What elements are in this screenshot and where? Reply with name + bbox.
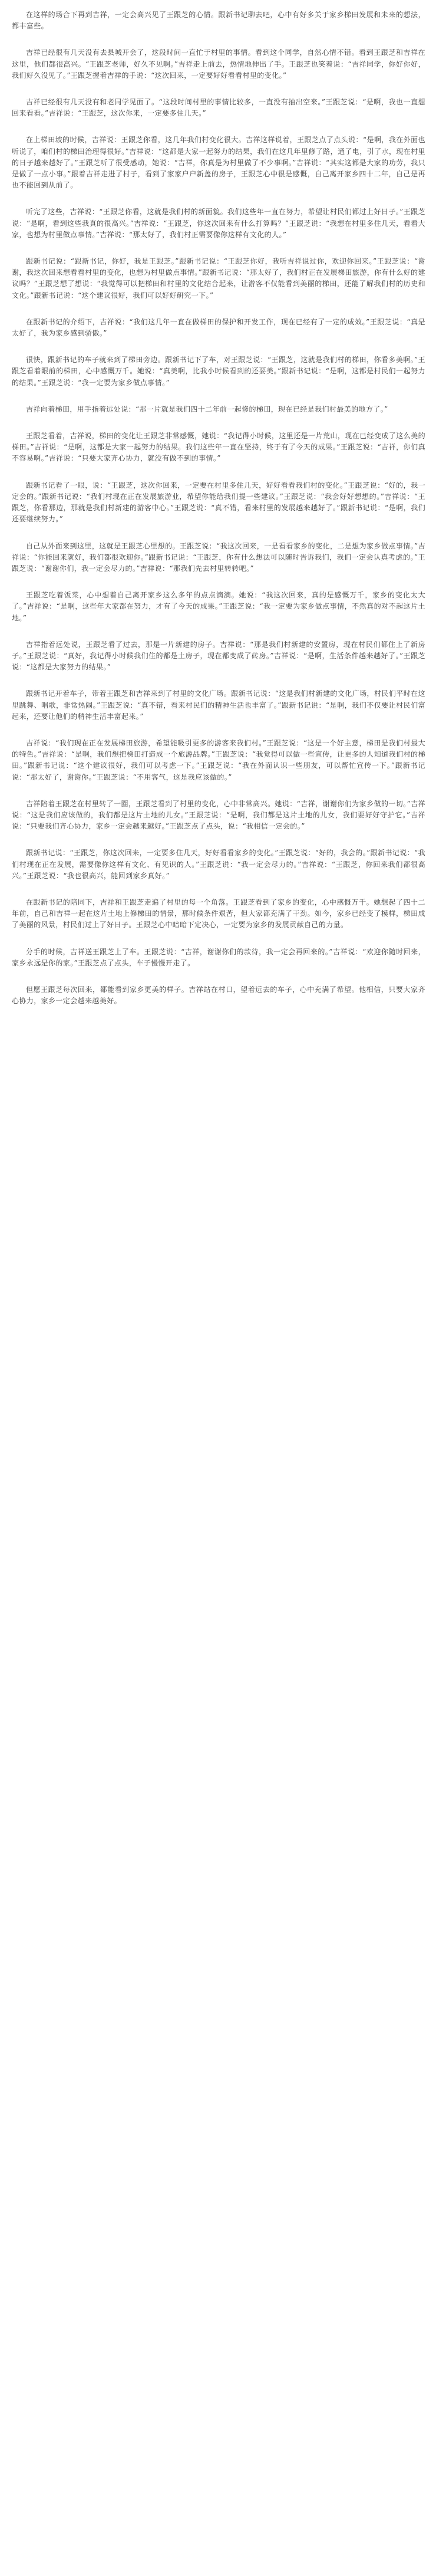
paragraph-20: 分手的时候，吉祥送王跟芝上了车。王跟芝说：“吉祥，谢谢你们的款待，我一定会再回来的。”吉祥说：“欢迎你随时回来，家乡永远是你的家。”王跟芝点了点头，车子慢慢开走了。 xyxy=(12,947,425,967)
paragraph-13: 王跟芝吃着饭菜，心中想着自己离开家乡这么多年的点点滴滴。她说：“我这次回来，真的是感慨万千，家乡的变化太大了。”吉祥说：“是啊，这些年大家都在努力，才有了今天的成果。”王跟芝说：“我一定要为家乡做点事情，不然真的对不起这片土地。” xyxy=(12,591,425,622)
paragraph-21: 但愿王跟芝每次回来，都能看到家乡更美的样子。吉祥站在村口，望着远去的车子，心中充满了希望。他相信，只要大家齐心协力，家乡一定会越来越美好。 xyxy=(12,985,425,1006)
paragraph-11: 跟新书记看了一眼，说：“王跟芝，这次你回来，一定要在村里多住几天，好好看看我们村的变化。”王跟芝说：“好的，我一定会的。”跟新书记说：“我们村现在正在发展旅游业，希望你能给我们提一些建议。”王跟芝说：“我会好好想想的。”吉祥说：“王跟芝，你看那边，那就是我们村新建的游客中心。”王跟芝说：“真不错，看来村里的发展越来越好了。”跟新书记说：“是啊，我们还要继续努力。” xyxy=(12,481,425,524)
paragraph-4: 在上梯田坡的时候，吉祥说：王跟芝你看，这几年我们村变化很大。吉祥这样说着，王跟芝点了点头说：“是啊，我在外面也听说了，咱们村的梯田治理得很好。”吉祥说：“这都是大家一起努力的结果，我们在这几年里修了路，通了电，引了水，现在村里的日子越来越好了。”王跟芝听了很受感动，她说：“吉祥，你真是为村里做了不少事啊。”吉祥说：“其实这都是大家的功劳，我只是做了一点小事。”跟着吉祥走进了村子，看到了家家户户新盖的房子，王跟芝心中很是感慨，自己离开家乡四十二年，自己是再也不能回到从前了。 xyxy=(12,136,425,190)
paragraph-14: 吉祥指着远处说，王跟芝看了过去，那是一片新建的房子。吉祥说：“那是我们村新建的安置房，现在村民们都住上了新房子。”王跟芝说：“真好，我记得小时候我们住的都是土房子，现在都变成了砖房。”吉祥说：“是啊，生活条件越来越好了。”王跟芝说：“这都是大家努力的结果。” xyxy=(12,640,425,672)
paragraph-15: 跟新书记开着车子，带着王跟芝和吉祥来到了村里的文化广场。跟新书记说：“这是我们村新建的文化广场，村民们平时在这里跳舞、唱歌，非常热闹。”王跟芝说：“真不错，看来村民们的精神生活也丰富了。”跟新书记说：“是啊，我们不仅要让村民们富起来，还要让他们的精神生活丰富起来。” xyxy=(12,689,425,721)
paragraph-5: 听完了这些，吉祥说：“王跟芝你看，这就是我们村的新面貌。我们这些年一直在努力，希望让村民们都过上好日子。”王跟芝说：“是啊，看到这些我真的很高兴。”吉祥说：“王跟芝，你这次回来有什么打算吗？”王跟芝说：“我想在村里多住几天，看看大家，也想为村里做点事情。”吉祥说：“那太好了，我们村正需要像你这样有文化的人。” xyxy=(12,208,425,239)
paragraph-17: 吉祥陪着王跟芝在村里转了一圈，王跟芝看到了村里的变化，心中非常高兴。她说：“吉祥，谢谢你们为家乡做的一切。”吉祥说：“这是我们应该做的，我们都是这片土地的儿女。”王跟芝说：“是啊，我们都是这片土地的儿女，我们要好好守护它。”吉祥说：“只要我们齐心协力，家乡一定会越来越好。”王跟芝点了点头，说：“我相信一定会的。” xyxy=(12,799,425,831)
paragraph-8: 很快，跟新书记的车子就来到了梯田旁边。跟新书记下了车，对王跟芝说：“王跟芝，这就是我们村的梯田，你看多美啊。”王跟芝看着眼前的梯田，心中感慨万千。她说：“真美啊，比我小时候看到的还要美。”跟新书记说：“是啊，这都是村民们一起努力的结果。”王跟芝说：“我一定要为家乡做点事情。” xyxy=(12,356,425,387)
paragraph-6: 跟新书记说：“跟新书记，你好，我是王跟芝。”跟新书记说：“王跟芝你好，我听吉祥说过你，欢迎你回来。”王跟芝说：“谢谢，我这次回来想看看村里的变化，也想为村里做点事情。”跟新书记说：“那太好了，我们村正在发展梯田旅游，你有什么好的建议吗？”王跟芝想了想说：“我觉得可以把梯田和村里的文化结合起来，让游客不仅能看到美丽的梯田，还能了解我们村的历史和文化。”跟新书记说：“这个建议很好，我们可以好好研究一下。” xyxy=(12,257,425,300)
paragraph-3: 吉祥已经很有几天没有和老同学见面了。“这段时间村里的事情比较多，一直没有抽出空来。”王跟芝说：“是啊，我也一直想回来看看。”吉祥说：“王跟芝，这次你来，一定要多住几天。” xyxy=(12,98,425,118)
paragraph-18: 跟新书记说：“王跟芝，你这次回来，一定要多住几天，好好看看家乡的变化。”王跟芝说：“好的，我会的。”跟新书记说：“我们村现在正在发展，需要像你这样有文化、有见识的人。”王跟芝说：“我一定会尽力的。”吉祥说：“王跟芝，你回来我们都很高兴。”王跟芝说：“我也很高兴，能回到家乡真好。” xyxy=(12,849,425,880)
paragraph-7: 在跟新书记的介绍下，吉祥说：“我们这几年一直在做梯田的保护和开发工作，现在已经有了一定的成效。”王跟芝说：“真是太好了，我为家乡感到骄傲。” xyxy=(12,317,425,338)
paragraph-10: 王跟芝看着，吉祥说，梯田的变化让王跟芝非常感慨，她说：“我记得小时候，这里还是一片荒山，现在已经变成了这么美的梯田。”吉祥说：“是啊，这都是大家一起努力的结果。我们这些年一直在坚持，终于有了今天的成果。”王跟芝说：“吉祥，你们真不容易啊。”吉祥说：“只要大家齐心协力，就没有做不到的事情。” xyxy=(12,432,425,463)
paragraph-16: 吉祥说：“我们现在正在发展梯田旅游，希望能吸引更多的游客来我们村。”王跟芝说：“这是一个好主意，梯田是我们村最大的特色。”吉祥说：“是啊，我们想把梯田打造成一个旅游品牌。”王跟芝说：“我觉得可以做一些宣传，让更多的人知道我们村的梯田。”跟新书记说：“这个建议很好，我们可以考虑一下。”王跟芝说：“我在外面认识一些朋友，可以帮忙宣传一下。”跟新书记说：“那太好了，谢谢你。”王跟芝说：“不用客气，这是我应该做的。” xyxy=(12,738,425,781)
paragraph-12: 自己从外面来到这里，这就是王跟芝心里想的。王跟芝说：“我这次回来，一是看看家乡的变化，二是想为家乡做点事情。”吉祥说：“你能回来就好，我们都很欢迎你。”跟新书记说：“王跟芝，你有什么想法可以随时告诉我们，我们一定会认真考虑的。”王跟芝说：“谢谢你们，我一定会尽力的。”吉祥说：“那我们先去村里转转吧。” xyxy=(12,541,425,573)
paragraph-2: 吉祥已经很有几天没有去县城开会了，这段时间一直忙于村里的事情。看到这个同学，自然心情不错。看到王跟芝和吉祥在这里，他们都很高兴。“王跟芝老师，好久不见啊。”吉祥走上前去，热情地伸出了手。王跟芝也笑着说：“吉祥同学，你好你好，我们好久没见了。”王跟芝握着吉祥的手说：“这次回来，一定要好好看看村里的变化。” xyxy=(12,48,425,80)
paragraph-9: 吉祥向着梯田，用手指着远处说：“那一片就是我们四十二年前一起修的梯田，现在已经是我们村最美的地方了。” xyxy=(26,405,388,413)
paragraph-19: 在跟新书记的陪同下，吉祥和王跟芝走遍了村里的每一个角落。王跟芝看到了家乡的变化，心中感慨万千。她想起了四十二年前，自己和吉祥一起在这片土地上修梯田的情景，那时候条件艰苦，但大家都充满了干劲。如今，家乡已经变了模样，梯田成了美丽的风景，村民们过上了好日子。王跟芝心中暗暗下定决心，一定要为家乡的发展贡献自己的力量。 xyxy=(12,898,425,929)
paragraph-1: 在这样的场合下再到吉祥，一定会高兴见了王跟芝的心情。跟新书记聊去吧，心中有好多关于家乡梯田发展和未来的想法，都丰富些。 xyxy=(12,11,425,31)
